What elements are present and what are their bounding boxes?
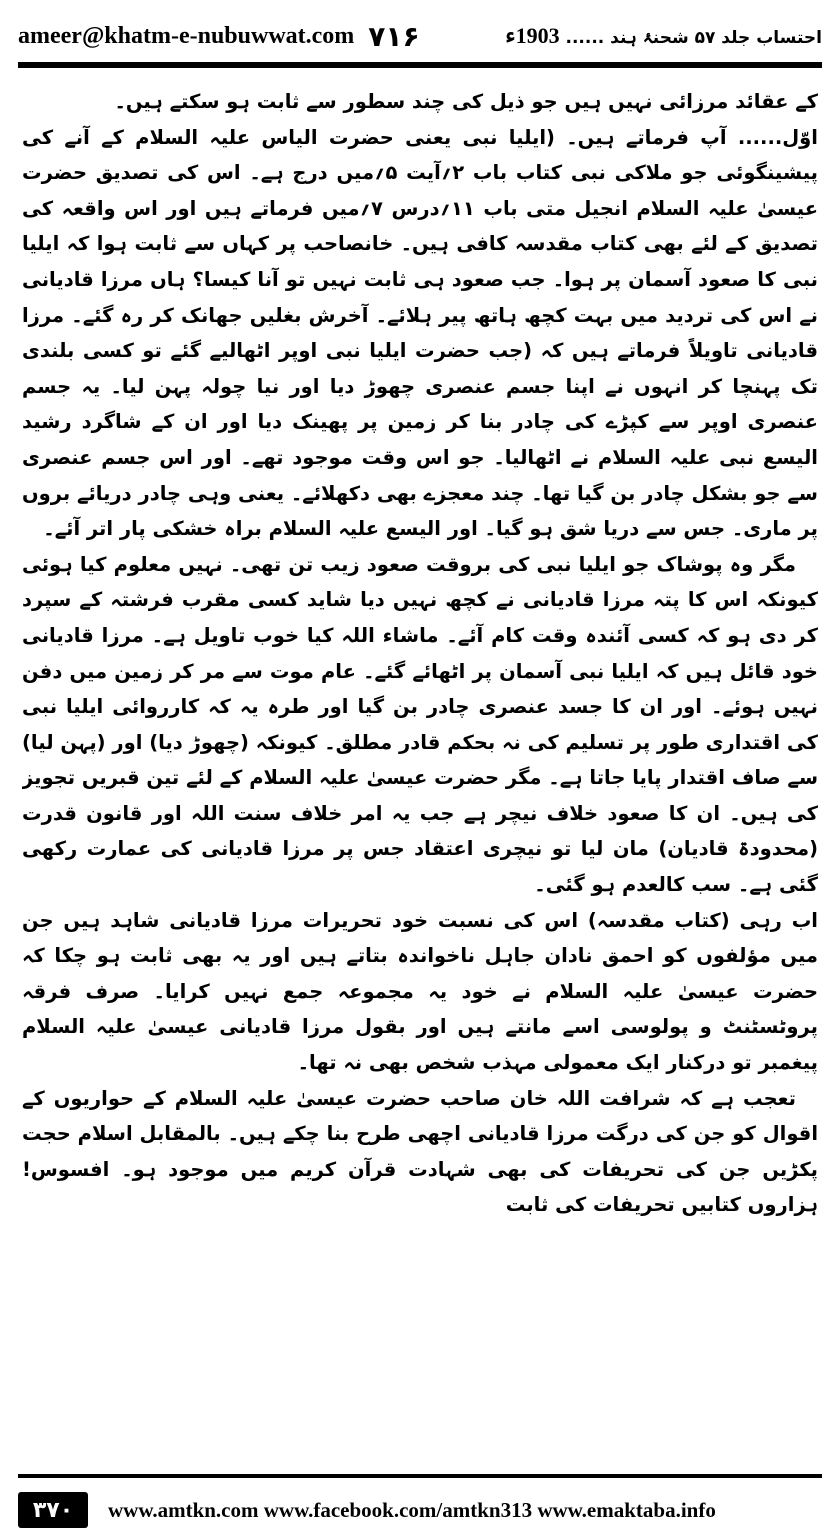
page-footer [18, 1490, 822, 1530]
footer-rule [18, 1474, 822, 1478]
page-header [18, 14, 822, 58]
series-title: احتساب جلد ۵۷ شحنۂ ہند ...... [565, 28, 822, 48]
page-number-badge: ۳۷۰ [18, 1492, 88, 1528]
book-page-number: ۷۱۶ [368, 19, 420, 53]
paragraph: کے عقائد مرزائی نہیں ہیں جو ذیل کی چند سطور سے ثابت ہو سکتے ہیں۔ [114, 90, 818, 113]
series-year: 1903ء [505, 23, 560, 48]
header-series-title [505, 23, 822, 49]
paragraph: اب رہی (کتاب مقدسہ) اس کی نسبت خود تحریرات مرزا قادیانی شاہد ہیں جن میں مؤلفوں کو احمق نادان جاہل ناخواندہ بتاتے ہیں اور یہ بھی ثابت ہو چکا کہ حضرت عیسیٰ علیہ السلام نے خود یہ مجموعہ جمع نہیں کرایا۔ صرف فرقہ پروٹسٹنٹ و پولوسی اسے مانتے ہیں اور بقول مرزا قادیانی عیسیٰ علیہ السلام پیغمبر تو درکنار ایک معمولی مہذب شخص بھی نہ تھا۔ [22, 908, 818, 1075]
paragraph: اوّل...... آپ فرماتے ہیں۔ (ایلیا نبی یعنی حضرت الیاس علیہ السلام کے آنے کی پیشینگوئی جو ملاکی نبی کتاب باب ۲؍آیت ۵؍میں درج ہے۔ اس کی تصدیق حضرت عیسیٰ علیہ السلام انجیل متی باب ۱۱؍درس ۷؍میں فرماتے ہیں اور اس واقعہ کی تصدیق کے لئے بھی کتاب مقدسہ کافی ہیں۔ خانصاحب پر کہاں سے ثابت ہوا کہ ایلیا نبی کا صعود آسمان پر ہوا۔ جب صعود ہی ثابت نہیں تو آنا کیسا؟ ہاں مرزا قادیانی نے اس کی تردید میں بہت کچھ ہاتھ پیر ہلائے۔ آخرش بغلیں جھانک کر رہ گئے۔ مرزا قادیانی تاویلاً فرماتے ہیں کہ (جب حضرت ایلیا نبی اوپر اٹھالیے گئے تو کسی بلندی تک پہنچا کر انہوں نے اپنا جسم عنصری چھوڑ دیا اور نیا چولہ پہن لیا۔ یہ جسم عنصری اوپر سے کپڑے کی چادر بنا کر زمین پر پھینک دیا اور ان کے شاگرد رشید الیسع نبی علیہ السلام نے اٹھالیا۔ جو اس وقت موجود تھے۔ اور اس جسم عنصری سے جو بشکل چادر بن گیا تھا۔ چند معجزے بھی دکھلائے۔ یعنی وہی چادر دریائے بروں پر ماری۔ جس سے دریا شق ہو گیا۔ اور الیسع علیہ السلام براہ خشکی پار اتر آئے۔ [22, 125, 818, 541]
paragraph: مگر وہ پوشاک جو ایلیا نبی کی بروقت صعود زیب تن تھی۔ نہیں معلوم کیا ہوئی کیونکہ اس کا پتہ مرزا قادیانی نے کچھ نہیں دیا شاید کسی مقرب فرشتہ کے سپرد کر دی ہو کہ کسی آئندہ وقت کام آئے۔ ماشاء اللہ کیا خوب تاویل ہے۔ مرزا قادیانی خود قائل ہیں کہ ایلیا نبی آسمان پر اٹھائے گئے۔ عام موت سے مر کر زمین میں دفن نہیں ہوئے۔ اور ان کا جسد عنصری چادر بن گیا اور طرہ یہ کہ کارروائی ایلیا نبی کی اقتداری طور پر تسلیم کی نہ بحکم قادر مطلق۔ کیونکہ (چھوڑ دیا) اور (پہن لیا) سے صاف اقتدار پایا جاتا ہے۔ مگر حضرت عیسیٰ علیہ السلام کے لئے تین قبریں تجویز کی ہیں۔ ان کا صعود خلاف نیچر ہے جب یہ امر خلاف سنت اللہ اور قانون قدرت (محدودۃ قادیان) مان لیا تو نیچری اعتقاد جس پر مرزا قادیانی کی عمارت رکھی گئی ہے۔ سب کالعدم ہو گئی۔ [22, 552, 818, 897]
header-rule [18, 62, 822, 68]
header-left [18, 20, 420, 53]
paragraph: تعجب ہے کہ شرافت اللہ خان صاحب حضرت عیسیٰ علیہ السلام کے حواریوں کے اقوال کو جن کی درگت مرزا قادیانی اچھی طرح بنا چکے ہیں۔ بالمقابل اسلام حجت پکڑیں جن کی تحریفات کی بھی شہادت قرآن کریم میں موجود ہو۔ افسوس! ہزاروں کتابیں تحریفات کی ثابت [22, 1086, 818, 1217]
header-email[interactable]: ameer@khatm-e-nubuwwat.com [18, 22, 355, 49]
footer-urls[interactable]: www.amtkn.com www.facebook.com/amtkn313 www.emaktaba.info [108, 1497, 716, 1522]
page-body [22, 84, 818, 1444]
